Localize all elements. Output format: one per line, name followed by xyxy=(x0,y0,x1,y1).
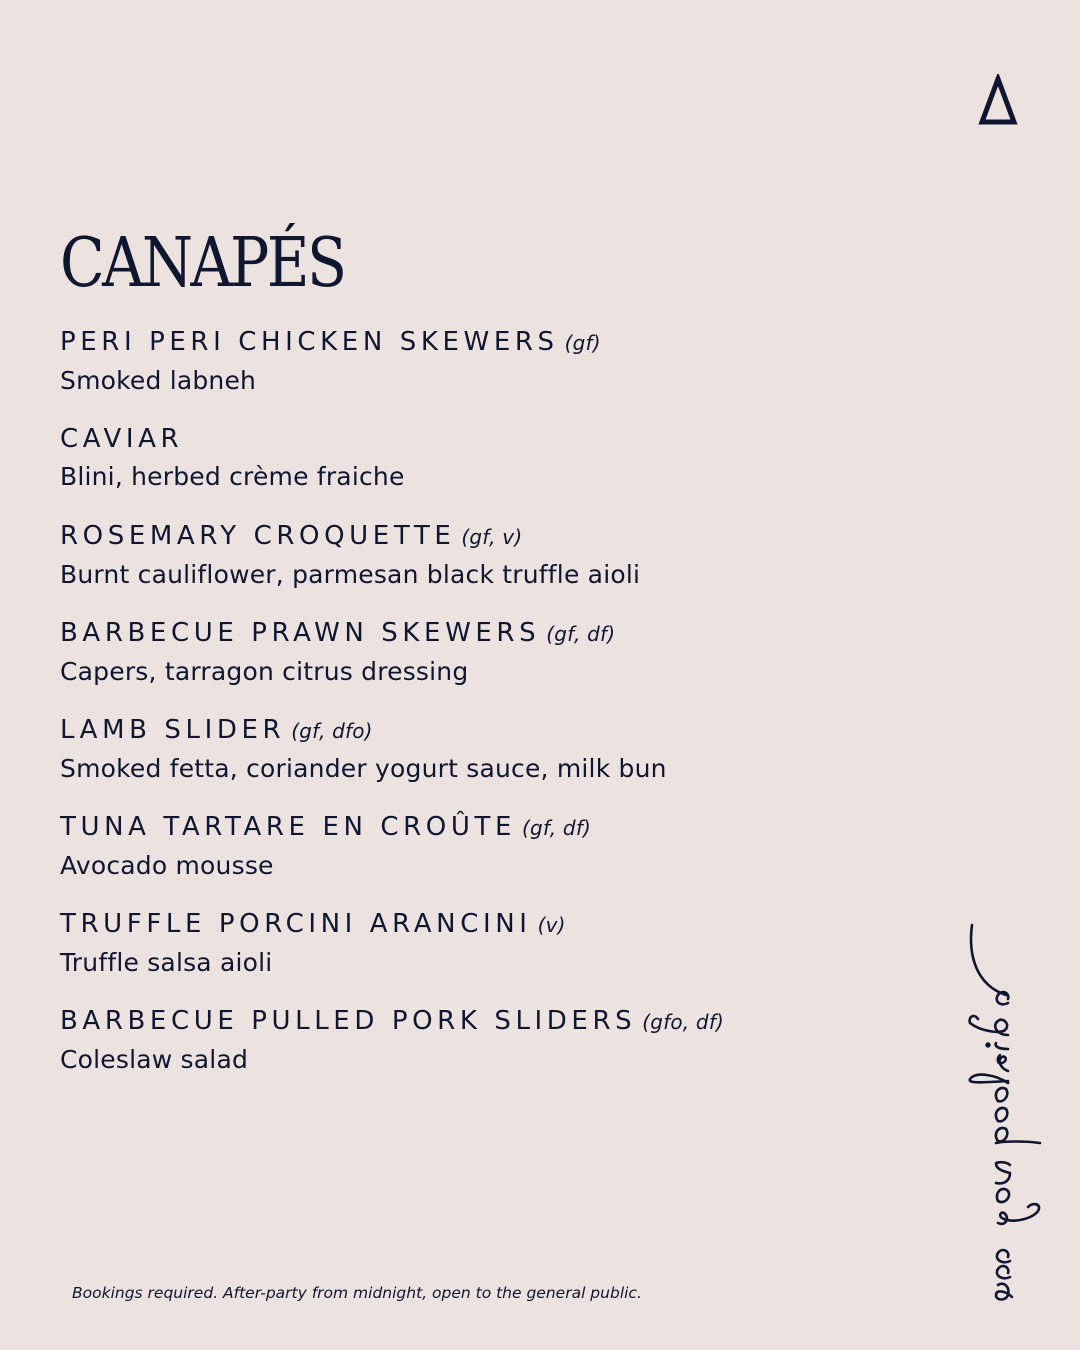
menu-item-name: LAMB SLIDER (gf, dfo) xyxy=(60,715,373,745)
menu-item-name: TUNA TARTARE EN CROÛTE (gf, df) xyxy=(60,812,592,842)
dietary-tags: (gfo, df) xyxy=(642,1010,725,1034)
menu-item-name: ROSEMARY CROQUETTE (gf, v) xyxy=(60,521,523,551)
menu-item-description: Coleslaw salad xyxy=(60,1045,249,1074)
dietary-tags: (gf) xyxy=(564,331,601,355)
menu-item-description: Smoked fetta, coriander yogurt sauce, milk bun xyxy=(60,754,667,783)
booking-footnote: Bookings required. After-party from midnight, open to the general public. xyxy=(72,1284,642,1302)
menu-item-name: BARBECUE PULLED PORK SLIDERS (gfo, df) xyxy=(60,1006,725,1036)
menu-item-description: Capers, tarragon citrus dressing xyxy=(60,657,469,686)
menu-item-name: TRUFFLE PORCINI ARANCINI (v) xyxy=(60,909,566,939)
menu-item-description: Burnt cauliflower, parmesan black truffle aioli xyxy=(60,560,641,589)
triangle-logo-icon xyxy=(974,74,1022,128)
menu-item xyxy=(60,516,920,613)
dietary-tags: (v) xyxy=(537,913,566,937)
menu-item xyxy=(60,710,920,807)
menu-item-name: BARBECUE PRAWN SKEWERS (gf, df) xyxy=(60,618,616,648)
menu-item xyxy=(60,1001,920,1098)
dietary-tags: (gf, dfo) xyxy=(291,719,373,743)
page-title: CANAPÉS xyxy=(60,224,345,303)
menu-item xyxy=(60,322,920,419)
menu-item xyxy=(60,613,920,710)
canapes-menu xyxy=(60,322,920,1098)
menu-item-name: PERI PERI CHICKEN SKEWERS (gf) xyxy=(60,327,601,357)
menu-item xyxy=(60,807,920,904)
menu-item xyxy=(60,904,920,1001)
dietary-tags: (gf, v) xyxy=(461,525,523,549)
see-you-poolside-signature xyxy=(966,885,1046,1305)
menu-item-description: Truffle salsa aioli xyxy=(60,948,273,977)
menu-item-description: Blini, herbed crème fraiche xyxy=(60,462,405,491)
dietary-tags: (gf, df) xyxy=(546,622,616,646)
menu-item-name: CAVIAR xyxy=(60,424,184,454)
menu-item-description: Smoked labneh xyxy=(60,366,257,395)
menu-item-description: Avocado mousse xyxy=(60,851,274,880)
dietary-tags: (gf, df) xyxy=(522,816,592,840)
menu-item xyxy=(60,419,920,516)
